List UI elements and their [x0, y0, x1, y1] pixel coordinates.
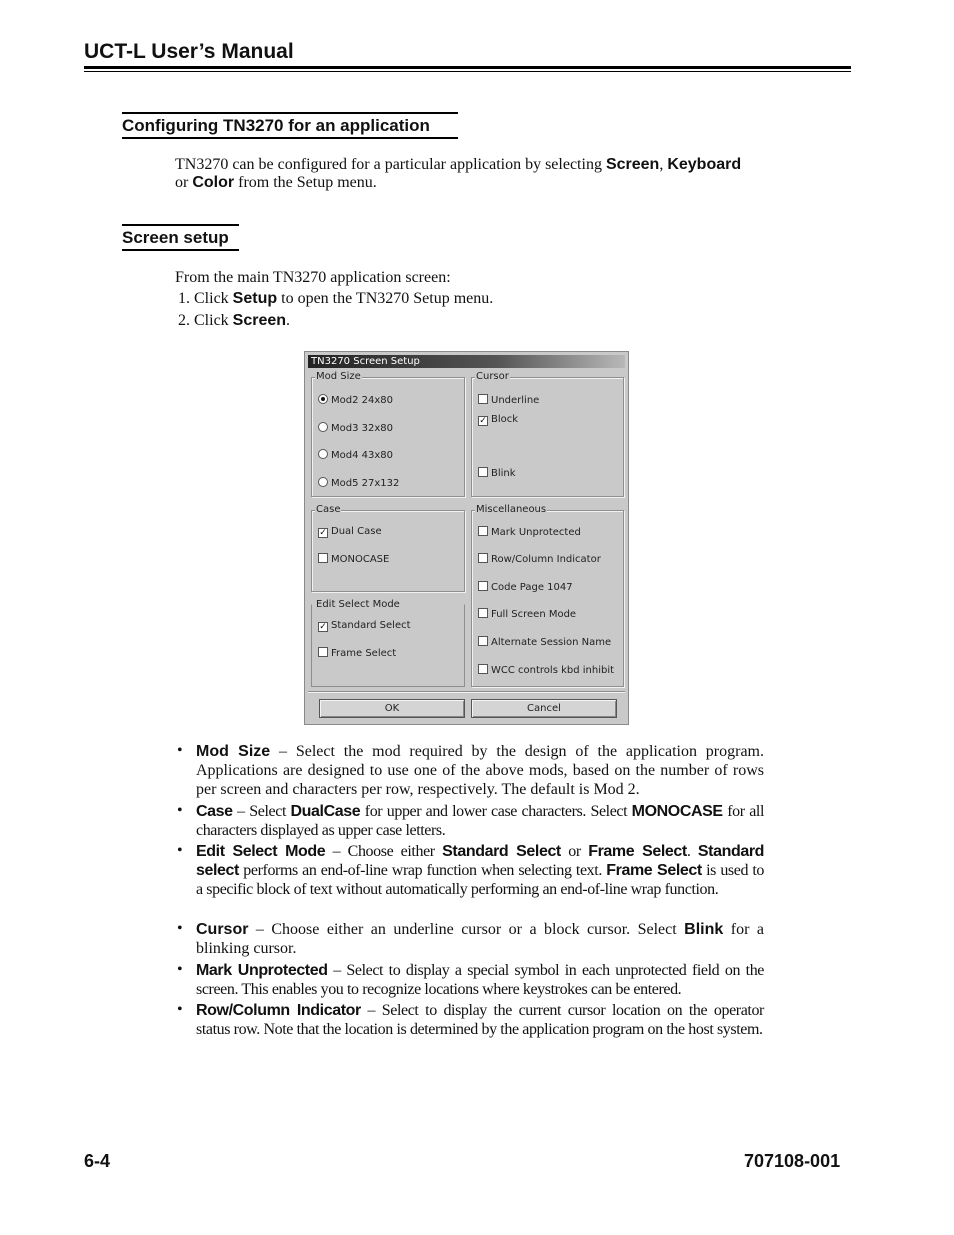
radio-mod4[interactable]: [318, 449, 393, 462]
checkbox-label: Alternate Session Name: [491, 637, 612, 648]
para-bold-keyboard: Keyboard: [667, 156, 742, 173]
bullet-term: Edit Select Mode: [196, 843, 326, 860]
bullet-text: is used to a specific block of text without automatically performing an end-of-line wrap function.: [196, 862, 765, 898]
bullet-mod-size: [196, 742, 764, 799]
bullet-text: .: [686, 843, 698, 860]
checkbox-icon: [478, 467, 488, 477]
checkbox-label: Frame Select: [331, 648, 397, 659]
bullet-term: Case: [196, 803, 233, 820]
bullet-text: – Select to display a special symbol in each unprotected field on the screen. This enables you to recognize locations where keystrokes can be entered.: [196, 962, 765, 998]
bullet-dot-icon: •: [177, 920, 183, 937]
step-bold: Setup: [232, 290, 278, 307]
cursor-group: [471, 371, 624, 497]
miscellaneous-label: Miscellaneous: [476, 504, 547, 515]
bullet-text: or: [560, 843, 589, 860]
bullet-bold: DualCase: [290, 803, 361, 820]
dialog-divider: [308, 691, 625, 692]
document-number: 707108-001: [744, 1151, 841, 1171]
bullet-term: Row/Column Indicator: [196, 1002, 361, 1019]
bullet-bold: Frame Select: [588, 843, 687, 860]
cursor-label: Cursor: [476, 371, 509, 382]
checkbox-icon: [478, 636, 488, 646]
checkbox-label: Full Screen Mode: [491, 609, 577, 620]
bullet-mark-unprotected: [196, 961, 764, 999]
checkbox-label: Standard Select: [331, 620, 411, 631]
dialog-title-bar: TN3270 Screen Setup: [308, 355, 625, 368]
step-number: 1.: [178, 290, 190, 307]
section-heading-configuring: Configuring TN3270 for an application: [122, 116, 430, 135]
checkbox-label: WCC controls kbd inhibit: [491, 665, 615, 676]
header-rule-thin: [84, 71, 851, 72]
case-group: [311, 504, 465, 592]
checkbox-dual-case[interactable]: [318, 526, 382, 538]
checkbox-icon: [478, 526, 488, 536]
radio-icon: [318, 449, 328, 459]
checkbox-icon: [318, 647, 328, 657]
radio-label: Mod2 24x80: [331, 395, 394, 406]
radio-selected-icon: [318, 394, 328, 404]
para-bold-screen: Screen: [605, 156, 660, 173]
radio-mod2[interactable]: [318, 394, 393, 407]
checkbox-label: Dual Case: [331, 526, 382, 537]
checkbox-icon: [318, 553, 328, 563]
step-text: Click: [194, 312, 233, 329]
checkbox-icon: [478, 608, 488, 618]
radio-icon: [318, 477, 328, 487]
checkbox-wcc-controls[interactable]: [478, 664, 614, 677]
radio-label: Mod4 43x80: [331, 450, 394, 461]
para-text: TN3270 can be configured for a particular application by selecting: [175, 156, 606, 173]
bullet-text: – Choose either: [325, 843, 443, 860]
checkbox-icon: [478, 394, 488, 404]
ok-button[interactable]: OK: [319, 699, 465, 718]
case-label: Case: [316, 504, 341, 515]
checkbox-label: Code Page 1047: [491, 582, 573, 593]
step-text: .: [286, 312, 291, 329]
checkbox-icon: [478, 664, 488, 674]
checkbox-monocase[interactable]: [318, 553, 389, 566]
bullet-text: for all characters displayed as upper case letters.: [196, 803, 764, 839]
mod-size-group: [311, 371, 465, 497]
bullet-dot-icon: •: [177, 1001, 183, 1018]
checkbox-label: MONOCASE: [331, 554, 390, 565]
checkbox-full-screen-mode[interactable]: [478, 608, 576, 621]
checkbox-underline[interactable]: [478, 394, 539, 407]
bullet-dot-icon: •: [177, 842, 183, 859]
bullet-cursor: [196, 920, 764, 958]
bullet-bold: Standard Select: [442, 843, 561, 860]
step-text: to open the TN3270 Setup menu.: [277, 290, 494, 307]
page-number: 6-4: [84, 1151, 111, 1171]
checkbox-icon: [478, 581, 488, 591]
step-text: Click: [194, 290, 233, 307]
bullet-text: for upper and lower case characters. Select: [360, 803, 632, 820]
header-rule-thick: [84, 66, 851, 69]
step-bold: Screen: [232, 312, 287, 329]
section-overline: [122, 112, 458, 114]
bullet-bold: Standard select: [196, 843, 765, 879]
edit-select-mode-group: [311, 599, 465, 687]
checkbox-mark-unprotected[interactable]: [478, 526, 581, 539]
para-text: from the Setup menu.: [234, 174, 377, 191]
bullet-edit-select-mode: [196, 842, 764, 899]
checkbox-label: Row/Column Indicator: [491, 554, 601, 565]
checkbox-label: Underline: [491, 395, 540, 406]
checkbox-standard-select[interactable]: [318, 620, 411, 632]
section-underline: [122, 137, 458, 139]
checkbox-block[interactable]: [478, 414, 518, 426]
checkbox-label: Block: [491, 414, 519, 425]
tn3270-screen-setup-dialog: [304, 351, 629, 725]
bullet-text: – Select to display the current cursor location on the operator status row. Note that the location is determined by the application program on the host system.: [196, 1002, 764, 1038]
manual-title: UCT-L User’s Manual: [84, 40, 294, 63]
section-underline: [122, 249, 239, 251]
bullet-bold: MONOCASE: [631, 803, 723, 820]
bullet-text: – Choose either an underline cursor or a block cursor. Select: [248, 921, 685, 938]
checkmark-icon: ✓: [319, 622, 327, 632]
checkbox-code-page[interactable]: [478, 581, 573, 594]
bullet-case: [196, 802, 764, 840]
edit-select-mode-label: Edit Select Mode: [316, 599, 400, 610]
bullet-text: – Select the mod required by the design of the application program. Applications are designed to use one of the above mods, based on the number of rows per screen and characters per row, respectively. The default is Mod 2.: [196, 743, 764, 798]
radio-label: Mod3 32x80: [331, 423, 394, 434]
section1-paragraph: [175, 156, 765, 192]
mod-size-label: Mod Size: [316, 371, 361, 382]
bullet-text: performs an end-of-line wrap function when selecting text.: [238, 862, 607, 879]
section-overline: [122, 224, 239, 226]
radio-mod5[interactable]: [318, 477, 399, 490]
checkmark-icon: ✓: [479, 416, 487, 426]
checkbox-label: Blink: [491, 468, 516, 479]
bullet-bold: Blink: [684, 921, 724, 938]
step-number: 2.: [178, 312, 190, 329]
step-1: [178, 290, 493, 308]
bullet-term: Cursor: [196, 921, 249, 938]
checkbox-frame-select[interactable]: [318, 647, 396, 660]
para-text: or: [175, 174, 193, 191]
miscellaneous-group: [471, 504, 624, 687]
checkbox-blink[interactable]: [478, 467, 516, 480]
radio-icon: [318, 422, 328, 432]
para-text: ,: [659, 156, 668, 173]
para-bold-color: Color: [192, 174, 235, 191]
bullet-dot-icon: •: [177, 742, 183, 759]
bullet-row-column-indicator: [196, 1001, 764, 1039]
bullet-text: – Select: [232, 803, 291, 820]
checkbox-row-column-indicator[interactable]: [478, 553, 601, 566]
radio-mod3[interactable]: [318, 422, 393, 435]
bullet-term: Mark Unprotected: [196, 962, 328, 979]
section2-intro: From the main TN3270 application screen:: [175, 269, 451, 286]
checkbox-label: Mark Unprotected: [491, 527, 581, 538]
step-2: [178, 312, 290, 330]
section-heading-screen-setup: Screen setup: [122, 228, 229, 247]
bullet-dot-icon: •: [177, 802, 183, 819]
bullet-term: Mod Size: [196, 743, 271, 760]
bullet-bold: Frame Select: [606, 862, 702, 879]
cancel-button[interactable]: Cancel: [471, 699, 617, 718]
checkmark-icon: ✓: [319, 528, 327, 538]
bullet-dot-icon: •: [177, 961, 183, 978]
radio-label: Mod5 27x132: [331, 478, 400, 489]
checkbox-icon: [478, 553, 488, 563]
bullet-text: for a blinking cursor.: [196, 921, 764, 957]
checkbox-alternate-session-name[interactable]: [478, 636, 611, 649]
